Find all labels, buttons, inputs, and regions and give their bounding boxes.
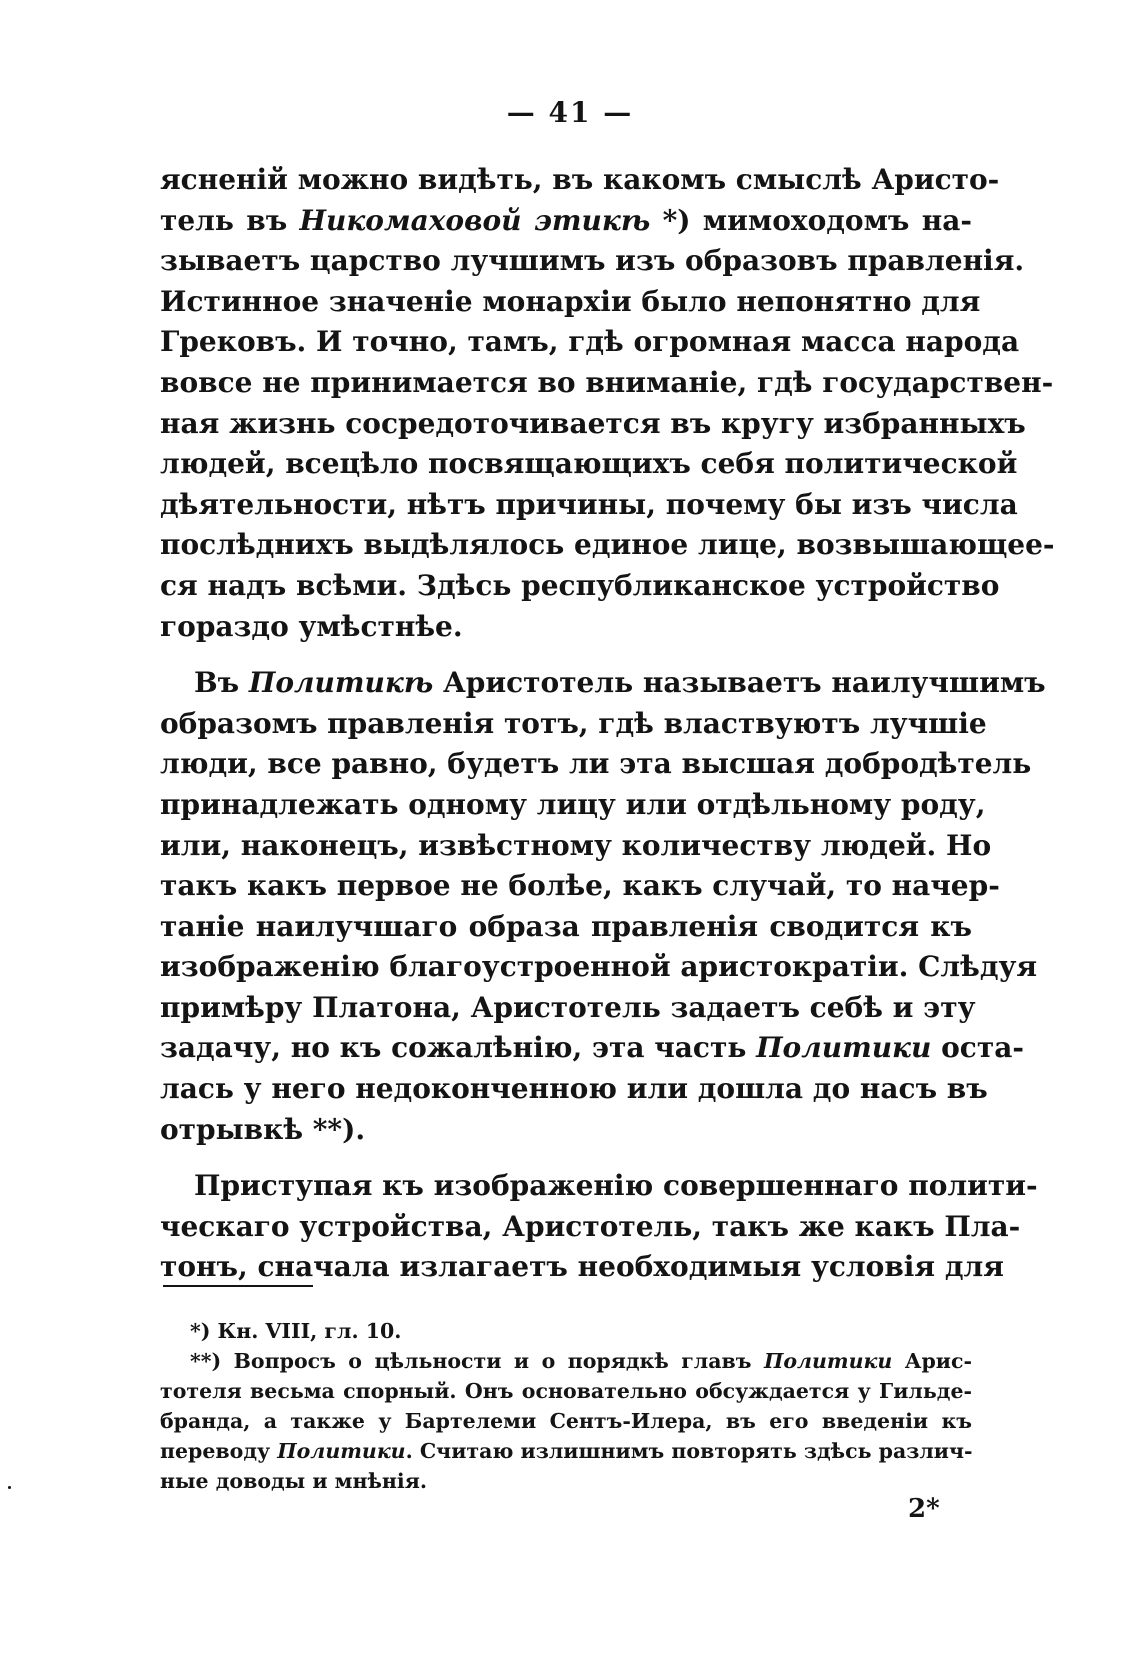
text-segment: примѣру Платона, Аристотель задаетъ себѣ и эту — [160, 990, 976, 1024]
text-segment: Приступая къ изображенію совершеннаго полити- — [194, 1169, 1038, 1203]
text-segment: лась у него недоконченною или дошла до насъ въ — [160, 1072, 988, 1106]
text-segment: такъ какъ первое не болѣе, какъ случай, то начер- — [160, 869, 1000, 903]
text-line — [160, 282, 981, 323]
text-line — [160, 947, 1038, 988]
text-line — [160, 201, 972, 242]
text-line — [160, 363, 1054, 404]
text-line — [160, 485, 1018, 526]
page-number: — 41 — — [506, 96, 634, 129]
text-line — [160, 866, 1000, 907]
text-line — [160, 1247, 1004, 1288]
text-segment: образомъ правленія тотъ, гдѣ властвуютъ лучшіе — [160, 706, 987, 740]
text-line — [160, 1069, 988, 1110]
text-segment: изображенію благоустроенной аристократіи. Слѣдуя — [160, 950, 1038, 984]
footnote-line — [160, 1376, 972, 1406]
text-line — [160, 785, 986, 826]
main-text — [160, 160, 1055, 1288]
text-line — [160, 444, 1018, 485]
italic-title-text: Политики — [277, 1439, 406, 1463]
text-segment: оста- — [931, 1031, 1024, 1065]
italic-title-text: Политикѣ — [248, 666, 434, 700]
text-segment: ся надъ всѣми. Здѣсь республиканское устройство — [160, 568, 1000, 602]
text-segment: *) мимоходомъ на- — [650, 203, 972, 237]
text-segment: *) Кн. VIII, гл. 10. — [190, 1319, 402, 1343]
text-segment: ясненій можно видѣть, въ какомъ смыслѣ Аристо- — [160, 163, 1000, 196]
text-segment: Въ — [194, 666, 249, 700]
text-line — [160, 1028, 1024, 1069]
text-line — [160, 988, 976, 1029]
text-segment: дѣятельности, нѣтъ причины, почему бы изъ числа — [160, 487, 1018, 521]
text-segment: тонъ, сначала излагаетъ необходимыя условія для — [160, 1250, 1004, 1284]
footnote-line — [160, 1436, 972, 1466]
text-line — [160, 1207, 1021, 1248]
print-speck — [8, 1486, 11, 1489]
text-segment: отрывкѣ **). — [160, 1112, 366, 1146]
text-line — [160, 322, 1020, 363]
text-segment: Истинное значеніе монархіи было непонятно для — [160, 284, 981, 318]
text-segment: гораздо умѣстнѣе. — [160, 609, 463, 643]
text-line — [160, 907, 972, 948]
text-segment: людей, всецѣло посвящающихъ себя политической — [160, 447, 1018, 481]
text-segment: ческаго устройства, Аристотель, такъ же какъ Пла- — [160, 1209, 1021, 1243]
italic-title-text: Политики — [756, 1031, 932, 1065]
text-line — [160, 241, 1025, 282]
text-line — [160, 404, 1026, 445]
text-segment: люди, все равно, будетъ ли эта высшая добродѣтель — [160, 747, 1032, 781]
text-line — [160, 160, 1000, 201]
text-line — [160, 1166, 1038, 1207]
footnote-line — [160, 1346, 972, 1376]
text-segment: переводу — [160, 1439, 278, 1463]
footnote-line — [160, 1316, 972, 1346]
text-segment: вовсе не принимается во вниманіе, гдѣ государствен- — [160, 365, 1054, 399]
printer-signature-mark: 2* — [908, 1494, 940, 1524]
text-segment: зываетъ царство лучшимъ изъ образовъ правленія. — [160, 244, 1025, 278]
text-segment: Арис- — [892, 1349, 972, 1373]
italic-title-text: Политики — [763, 1349, 893, 1373]
text-segment: задачу, но къ сожалѣнію, эта часть — [160, 1031, 757, 1065]
text-segment: ные доводы и мнѣнія. — [160, 1469, 427, 1493]
text-segment: . Считаю излишнимъ повторять здѣсь различ- — [405, 1439, 973, 1463]
footnotes — [160, 1316, 972, 1496]
text-line — [160, 1110, 972, 1151]
text-segment: тотеля весьма спорный. Онъ основательно обсуждается у Гильде- — [160, 1379, 972, 1403]
footnote-line — [160, 1466, 972, 1496]
text-segment: таніе наилучшаго образа правленія сводится къ — [160, 909, 972, 943]
text-line — [160, 525, 1055, 566]
footnote-separator — [163, 1285, 313, 1287]
text-line — [160, 663, 1046, 704]
text-segment: тель въ — [160, 203, 300, 237]
text-line — [160, 704, 987, 745]
text-line — [160, 826, 992, 867]
text-segment: ная жизнь сосредоточивается въ кругу избранныхъ — [160, 406, 1026, 440]
footnote-line — [160, 1406, 972, 1436]
text-segment: или, наконецъ, извѣстному количеству людей. Но — [160, 828, 992, 862]
text-segment: Аристотель называетъ наилучшимъ — [433, 666, 1046, 700]
italic-title-text: Никомаховой этикѣ — [299, 203, 651, 237]
text-line — [160, 566, 1000, 607]
text-segment: Грековъ. И точно, тамъ, гдѣ огромная масса народа — [160, 325, 1020, 359]
text-line — [160, 744, 1032, 785]
text-segment: бранда, а также у Бартелеми Сентъ-Илера, въ его введеніи къ — [160, 1409, 972, 1433]
text-line — [160, 607, 972, 648]
text-segment: **) Вопросъ о цѣльности и о порядкѣ главъ — [190, 1349, 764, 1373]
text-segment: послѣднихъ выдѣлялось единое лице, возвышающее- — [160, 528, 1055, 562]
text-segment: принадлежать одному лицу или отдѣльному роду, — [160, 787, 986, 821]
